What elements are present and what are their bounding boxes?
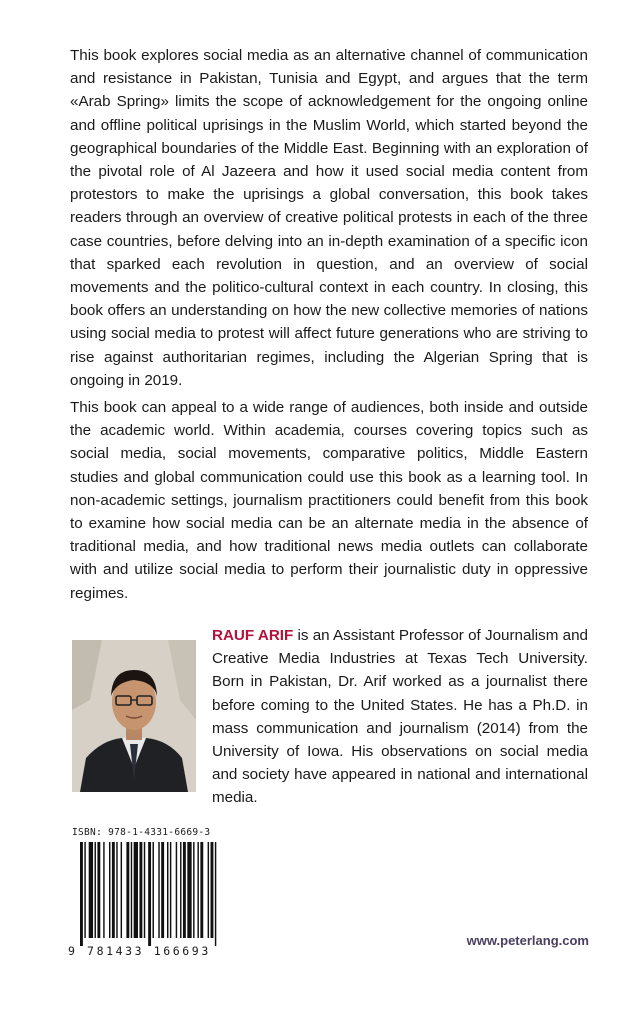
barcode-bar (148, 842, 151, 946)
author-bio-text: is an Assistant Professor of Journalism and Creative Media Industries at Texas Tech University. Born in Pakistan, Dr. Arif worked as a journalist there before coming to the United States. He has a Ph.D. in mass communication and journalism (2014) from the University of Iowa. His observations on social media and society have appeared in national and international media. (212, 627, 588, 807)
barcode-bar (84, 842, 85, 938)
barcode-bar (200, 842, 203, 938)
barcode-bar (131, 842, 132, 938)
author-portrait-image (72, 640, 196, 792)
barcode-digits: 9 781433 166693 (68, 944, 211, 958)
publisher-url: www.peterlang.com (466, 933, 589, 948)
author-bio (212, 624, 588, 810)
barcode-bar (134, 842, 138, 938)
barcode-bar (197, 842, 198, 938)
barcode-bar (153, 842, 154, 938)
barcode-bar (215, 842, 216, 946)
barcode-bar (176, 842, 177, 938)
barcode-bar (109, 842, 110, 938)
description-paragraph-2: This book can appeal to a wide range of audiences, both inside and outside the academic world. Within academia, courses covering topics such as social media, social movements, comparative politics, Middle Eastern studies and global communication could use this book as a learning tool. In non-academic settings, journalism practitioners could benefit from this book to examine how social media can be an alternate media in the absence of traditional media, and how traditional news media outlets can collaborate with and utilize social media to perform their journalistic duty in oppressive regimes. (70, 399, 588, 602)
barcode-bar (211, 842, 214, 938)
barcode-bar (80, 842, 83, 946)
barcode-bar (167, 842, 168, 938)
barcode-bar (116, 842, 117, 938)
barcode-bar (187, 842, 191, 938)
barcode-bar (193, 842, 194, 938)
barcode-bar (126, 842, 129, 938)
barcode-bar (208, 842, 209, 938)
barcode-bar (103, 842, 104, 938)
barcode-bar (97, 842, 100, 938)
barcode-bar (170, 842, 171, 938)
barcode-icon (78, 842, 218, 946)
description-paragraph-1: This book explores social media as an alternative channel of communication and resistance in Pakistan, Tunisia and Egypt, and argues that the term «Arab Spring» limits the scope of acknowledgement for the ongoing online and offline political uprisings in the Muslim World, which started beyond the geographical boundaries of the Middle East. Beginning with an exploration of the pivotal role of Al Jazeera and how it used social media content from protestors to make the uprisings a global conversation, this book takes readers through an overview of creative political protests in each of the three case countries, before delving into an in-depth examination of a specific icon that sparked each revolution in question, and an overview of social movements and the politico-cultural context in each country. In closing, this book offers an understanding on how the new collective memories of nations using social media to protest will affect future generations who are striving to rise against authoritarian regimes, including the Algerian Spring that is ongoing in 2019. (70, 47, 588, 389)
barcode-bar (180, 842, 181, 938)
barcode-bar (144, 842, 145, 938)
barcode-bar (121, 842, 122, 938)
barcode-bar (139, 842, 142, 938)
isbn-label: ISBN: 978-1-4331-6669-3 (72, 827, 211, 838)
barcode-bar (112, 842, 115, 938)
barcode-bar (161, 842, 164, 938)
author-name: RAUF ARIF (212, 627, 294, 644)
barcode-bar (95, 842, 96, 938)
author-photo (72, 640, 196, 792)
barcode-bar (89, 842, 93, 938)
barcode-bar (158, 842, 159, 938)
barcode-bar (183, 842, 186, 938)
